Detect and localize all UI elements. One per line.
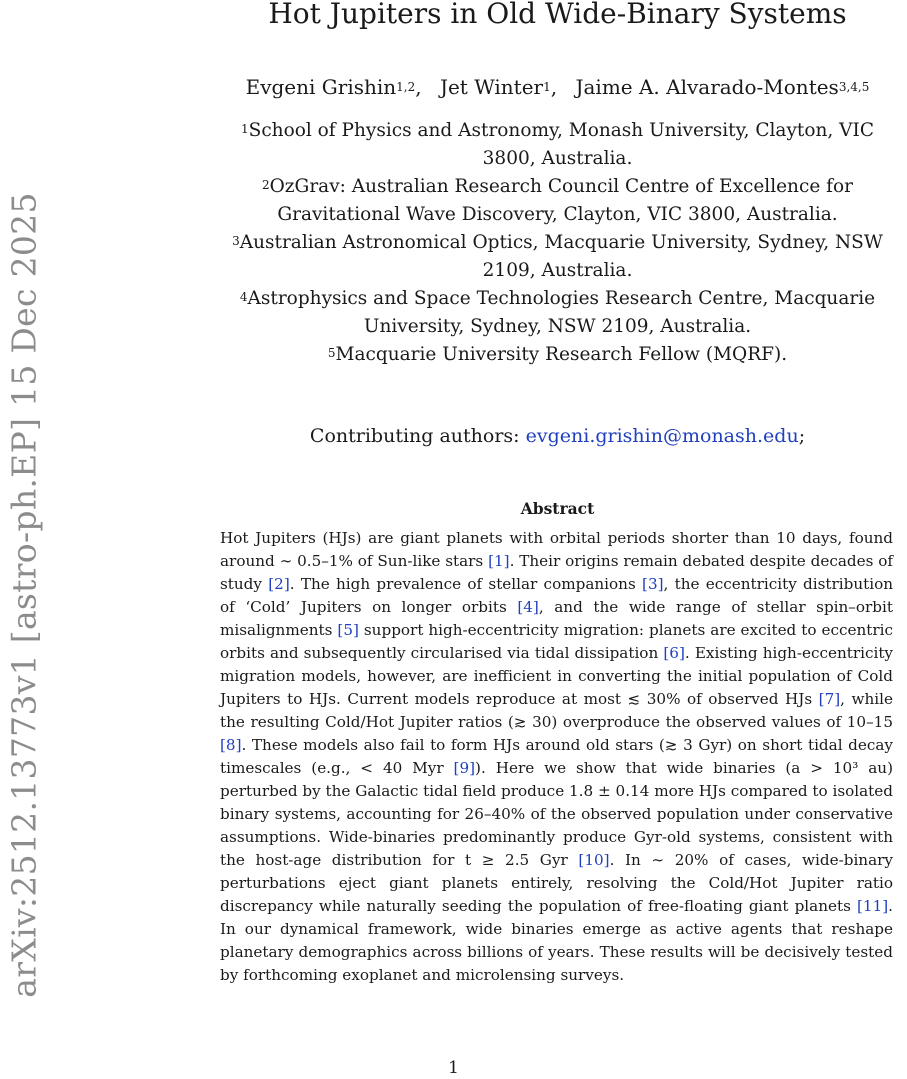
abstract-sentence: . The high prevalence of stellar companions bbox=[289, 575, 643, 593]
affiliation-number: 3 bbox=[232, 234, 240, 248]
citation-link[interactable]: [6] bbox=[663, 644, 685, 662]
affiliation bbox=[215, 117, 900, 173]
abstract-sentence: ). Here we show that wide binaries (a > 10³ au) perturbed by the Galactic tidal field produce 1.8 ± 0.14 more HJs compared to isolated binary systems, accounting for 26–40% of the observed population under conservative assumptions. Wide-binaries predominantly produce Gyr-old systems, consistent with the host-age distribution for t ≥ 2.5 Gyr bbox=[220, 759, 893, 869]
arxiv-identifier: arXiv:2512.13773v1 [astro-ph.EP] 15 Dec 2025 bbox=[4, 192, 44, 998]
citation-link[interactable]: [9] bbox=[453, 759, 476, 777]
abstract-text bbox=[220, 527, 893, 987]
affiliation-text: Macquarie University Research Fellow (MQRF). bbox=[335, 344, 788, 365]
citation-link[interactable]: [4] bbox=[517, 598, 539, 616]
abstract-sentence: , while the resulting Cold/Hot Jupiter ratios (≳ 30) overproduce the observed values of 10–15 bbox=[220, 690, 893, 731]
author-affiliation-marker: 3,4,5 bbox=[838, 80, 870, 94]
arxiv-side-stamp bbox=[0, 0, 48, 1010]
affiliation-number: 2 bbox=[261, 178, 270, 192]
affiliation-text: Astrophysics and Space Technologies Research Centre, Macquarie University, Sydney, NSW 2109, Australia. bbox=[247, 288, 876, 337]
abstract-heading: Abstract bbox=[520, 499, 595, 518]
citation-link[interactable]: [10] bbox=[578, 851, 610, 869]
citation-link[interactable]: [7] bbox=[818, 690, 841, 708]
author-affiliation-marker: 1,2 bbox=[396, 80, 416, 94]
affiliation bbox=[215, 173, 900, 229]
citation-link[interactable]: [8] bbox=[220, 736, 242, 754]
abstract-sentence: . Their origins remain debated despite decades of study bbox=[220, 552, 893, 593]
affiliation bbox=[215, 229, 900, 285]
affiliation-number: 1 bbox=[241, 122, 249, 136]
affiliation-text: OzGrav: Australian Research Council Centre of Excellence for Gravitational Wave Discovery, Clayton, VIC 3800, Australia. bbox=[269, 176, 853, 225]
page-number: 1 bbox=[448, 1058, 459, 1078]
affiliation-text: School of Physics and Astronomy, Monash University, Clayton, VIC 3800, Australia. bbox=[248, 120, 874, 169]
abstract-sentence: . In ∼ 20% of cases, wide-binary perturbations eject giant planets entirely, resolving the Cold/Hot Jupiter ratio discrepancy while naturally seeding the population of free-floating giant planets bbox=[220, 851, 893, 915]
citation-link[interactable]: [2] bbox=[268, 575, 290, 593]
author-list bbox=[210, 72, 905, 102]
affiliation-list bbox=[210, 117, 905, 369]
contributing-authors: Contributing authors: evgeni.grishin@monash.edu; bbox=[309, 425, 806, 447]
abstract-sentence: . In our dynamical framework, wide binaries emerge as active agents that reshape planetary demographics across billions of years. These results will be decisively tested by forthcoming exoplanet and microlensing surveys. bbox=[220, 897, 893, 984]
citation-link[interactable]: [11] bbox=[856, 897, 889, 915]
author-name: Evgeni Grishin bbox=[245, 75, 397, 99]
affiliation-number: 5 bbox=[327, 346, 336, 360]
author-name: Jet Winter bbox=[439, 75, 544, 99]
citation-link[interactable]: [5] bbox=[337, 621, 359, 639]
author: Evgeni Grishin$^{1,2}$, bbox=[245, 75, 422, 99]
contact-label: Contributing authors: bbox=[309, 425, 520, 447]
abstract-sentence: . Existing high-eccentricity migration models, however, are inefficient in converting the initial population of Cold Jupiters to HJs. Current models reproduce at most ≲ 30% of observed HJs bbox=[220, 644, 894, 708]
affiliation bbox=[215, 341, 900, 369]
abstract-sentence: support high-eccentricity migration: planets are excited to eccentric orbits and subsequently circularised via tidal dissipation bbox=[220, 621, 893, 662]
author: Jet Winter$^1$, bbox=[439, 75, 558, 99]
paper-title: Hot Jupiters in Old Wide-Binary Systems bbox=[268, 0, 847, 30]
affiliation-text: Australian Astronomical Optics, Macquarie University, Sydney, NSW 2109, Australia. bbox=[239, 232, 883, 281]
citation-link[interactable]: [1] bbox=[488, 552, 510, 570]
abstract-sentence: . These models also fail to form HJs around old stars (≳ 3 Gyr) on short tidal decay timescales (e.g., < 40 Myr bbox=[220, 736, 893, 777]
abstract-sentence: , and the wide range of stellar spin–orbit misalignments bbox=[220, 598, 893, 639]
author bbox=[575, 75, 869, 99]
author-email-link[interactable]: evgeni.grishin@monash.edu bbox=[525, 425, 799, 447]
citation-link[interactable]: [3] bbox=[642, 575, 664, 593]
author-name: Jaime A. Alvarado-Montes bbox=[575, 75, 839, 99]
abstract-sentence: , the eccentricity distribution of ‘Cold’ Jupiters on longer orbits bbox=[220, 575, 894, 616]
abstract-sentence: Hot Jupiters (HJs) are giant planets with orbital periods shorter than 10 days, found around ∼ 0.5–1% of Sun-like stars bbox=[220, 529, 893, 570]
affiliation-number: 4 bbox=[239, 290, 248, 304]
author-affiliation-marker: 1 bbox=[543, 80, 551, 94]
affiliation bbox=[215, 285, 900, 341]
